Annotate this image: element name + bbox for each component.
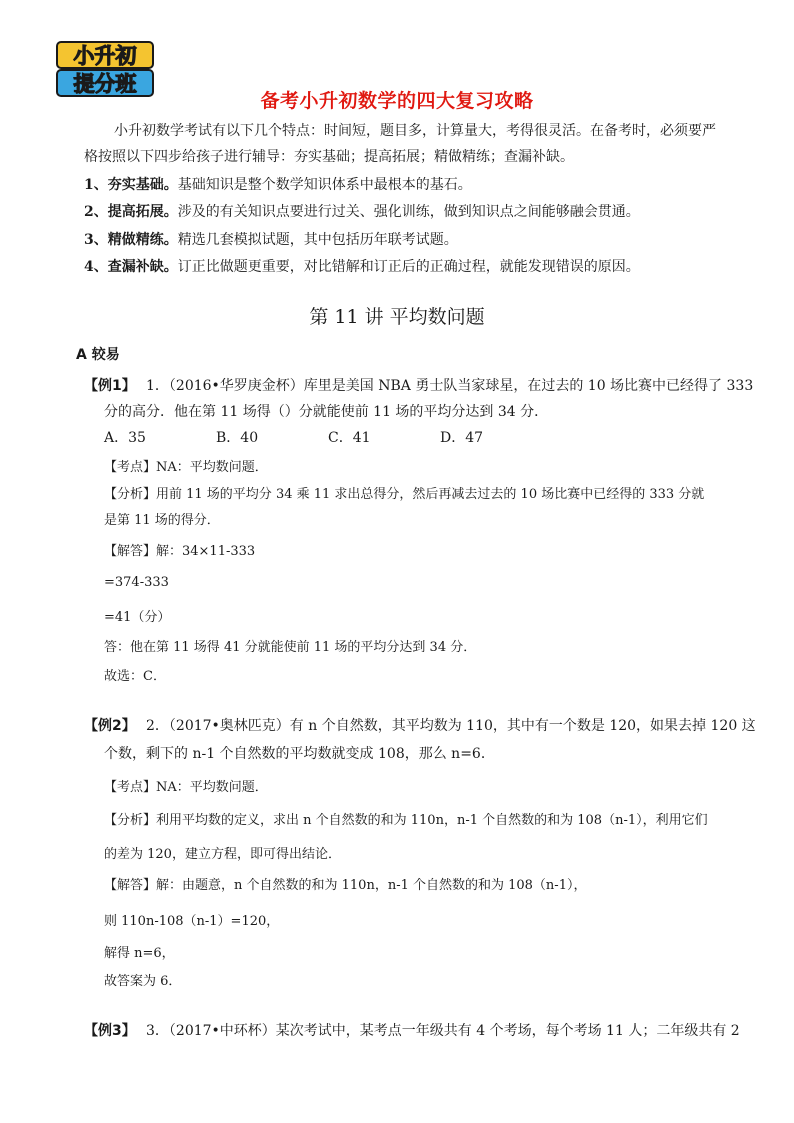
step-2-text: 涉及的有关知识点要进行过关、强化训练，做到知识点之间能够融会贯通。 — [177, 204, 640, 220]
example-2-step-1: 则 110n-108（n-1）=120， — [104, 914, 280, 929]
step-3-head: 3、精做精练。 — [84, 232, 178, 248]
example-1-question-line-2: 分的高分．他在第 11 场得（）分就能使前 11 场的平均分达到 34 分． — [104, 404, 549, 420]
example-2-tag: 【例2】 — [84, 718, 136, 734]
intro-line-2: 格按照以下四步给孩子进行辅导：夯实基础；提高拓展；精做精练；查漏补缺。 — [84, 149, 574, 165]
example-1-answer: 答：他在第 11 场得 41 分就能使前 11 场的平均分达到 34 分． — [104, 640, 477, 655]
example-2-analysis-line-1: 【分析】利用平均数的定义，求出 n 个自然数的和为 110n，n-1 个自然数的和为 108（n-1），利用它们 — [104, 813, 708, 828]
example-1-choice: 故选：C． — [104, 669, 166, 684]
step-4-text: 订正比做题更重要，对比错解和订正后的正确过程，就能发现错误的原因。 — [177, 259, 640, 275]
step-3-text: 精选几套模拟试题，其中包括历年联考试题。 — [177, 232, 458, 248]
lecture-title: 第 11 讲 平均数问题 — [309, 306, 485, 328]
intro-line-1: 小升初数学考试有以下几个特点：时间短，题目多，计算量大，考得很灵活。在备考时，必须要严 — [114, 123, 716, 139]
example-1-analysis-line-2: 是第 11 场的得分． — [104, 513, 220, 528]
example-2-solution: 【解答】解：由题意，n 个自然数的和为 110n，n-1 个自然数的和为 108（n-1）， — [104, 878, 587, 893]
example-1-step-2: =41（分） — [104, 610, 171, 625]
step-2-head: 2、提高拓展。 — [84, 204, 178, 220]
option-d: D．47 — [440, 430, 484, 446]
example-1-solution: 【解答】解：34×11-333 — [104, 544, 256, 559]
option-c: C．41 — [328, 430, 371, 446]
example-2-analysis-line-2: 的差为 120，建立方程，即可得出结论． — [104, 847, 341, 862]
example-1-question-line-1: 1．（2016•华罗庚金杯）库里是美国 NBA 勇士队当家球星，在过去的 10 场比赛中已经得了 333 — [146, 378, 754, 394]
example-1-step-1: =374-333 — [104, 575, 169, 590]
option-b: B．40 — [216, 430, 259, 446]
example-2-step-2: 解得 n=6， — [104, 946, 175, 961]
step-1 — [84, 174, 472, 194]
step-4 — [84, 256, 640, 276]
example-1-tag: 【例1】 — [84, 378, 136, 394]
option-a: A．35 — [104, 430, 146, 446]
step-1-text: 基础知识是整个数学知识体系中最根本的基石。 — [177, 177, 472, 193]
logo-line1: 小升初 — [73, 44, 137, 68]
example-2-kaodian: 【考点】NA：平均数问题． — [104, 780, 268, 795]
example-2-answer: 故答案为 6． — [104, 974, 182, 989]
example-3-tag: 【例3】 — [84, 1023, 136, 1039]
page-title: 备考小升初数学的四大复习攻略 — [260, 90, 534, 112]
example-1-analysis-line-1: 【分析】用前 11 场的平均分 34 乘 11 求出总得分，然后再减去过去的 10 场比赛中已经得的 333 分就 — [104, 487, 705, 502]
step-3 — [84, 229, 458, 249]
step-2 — [84, 201, 640, 221]
step-1-head: 1、夯实基础。 — [84, 177, 178, 193]
logo-line2: 提分班 — [73, 72, 137, 96]
example-3-question-line-1: 3．（2017•中环杯）某次考试中，某考点一年级共有 4 个考场，每个考场 11 人；二年级共有 2 — [146, 1023, 740, 1039]
example-1-kaodian: 【考点】NA：平均数问题． — [104, 460, 268, 475]
step-4-head: 4、查漏补缺。 — [84, 259, 178, 275]
example-2-question-line-1: 2．（2017•奥林匹克）有 n 个自然数，其平均数为 110，其中有一个数是 120，如果去掉 120 这 — [146, 718, 756, 734]
section-a-heading: A 较易 — [76, 347, 120, 363]
example-2-question-line-2: 个数，剩下的 n-1 个自然数的平均数就变成 108，那么 n=6． — [104, 746, 495, 762]
